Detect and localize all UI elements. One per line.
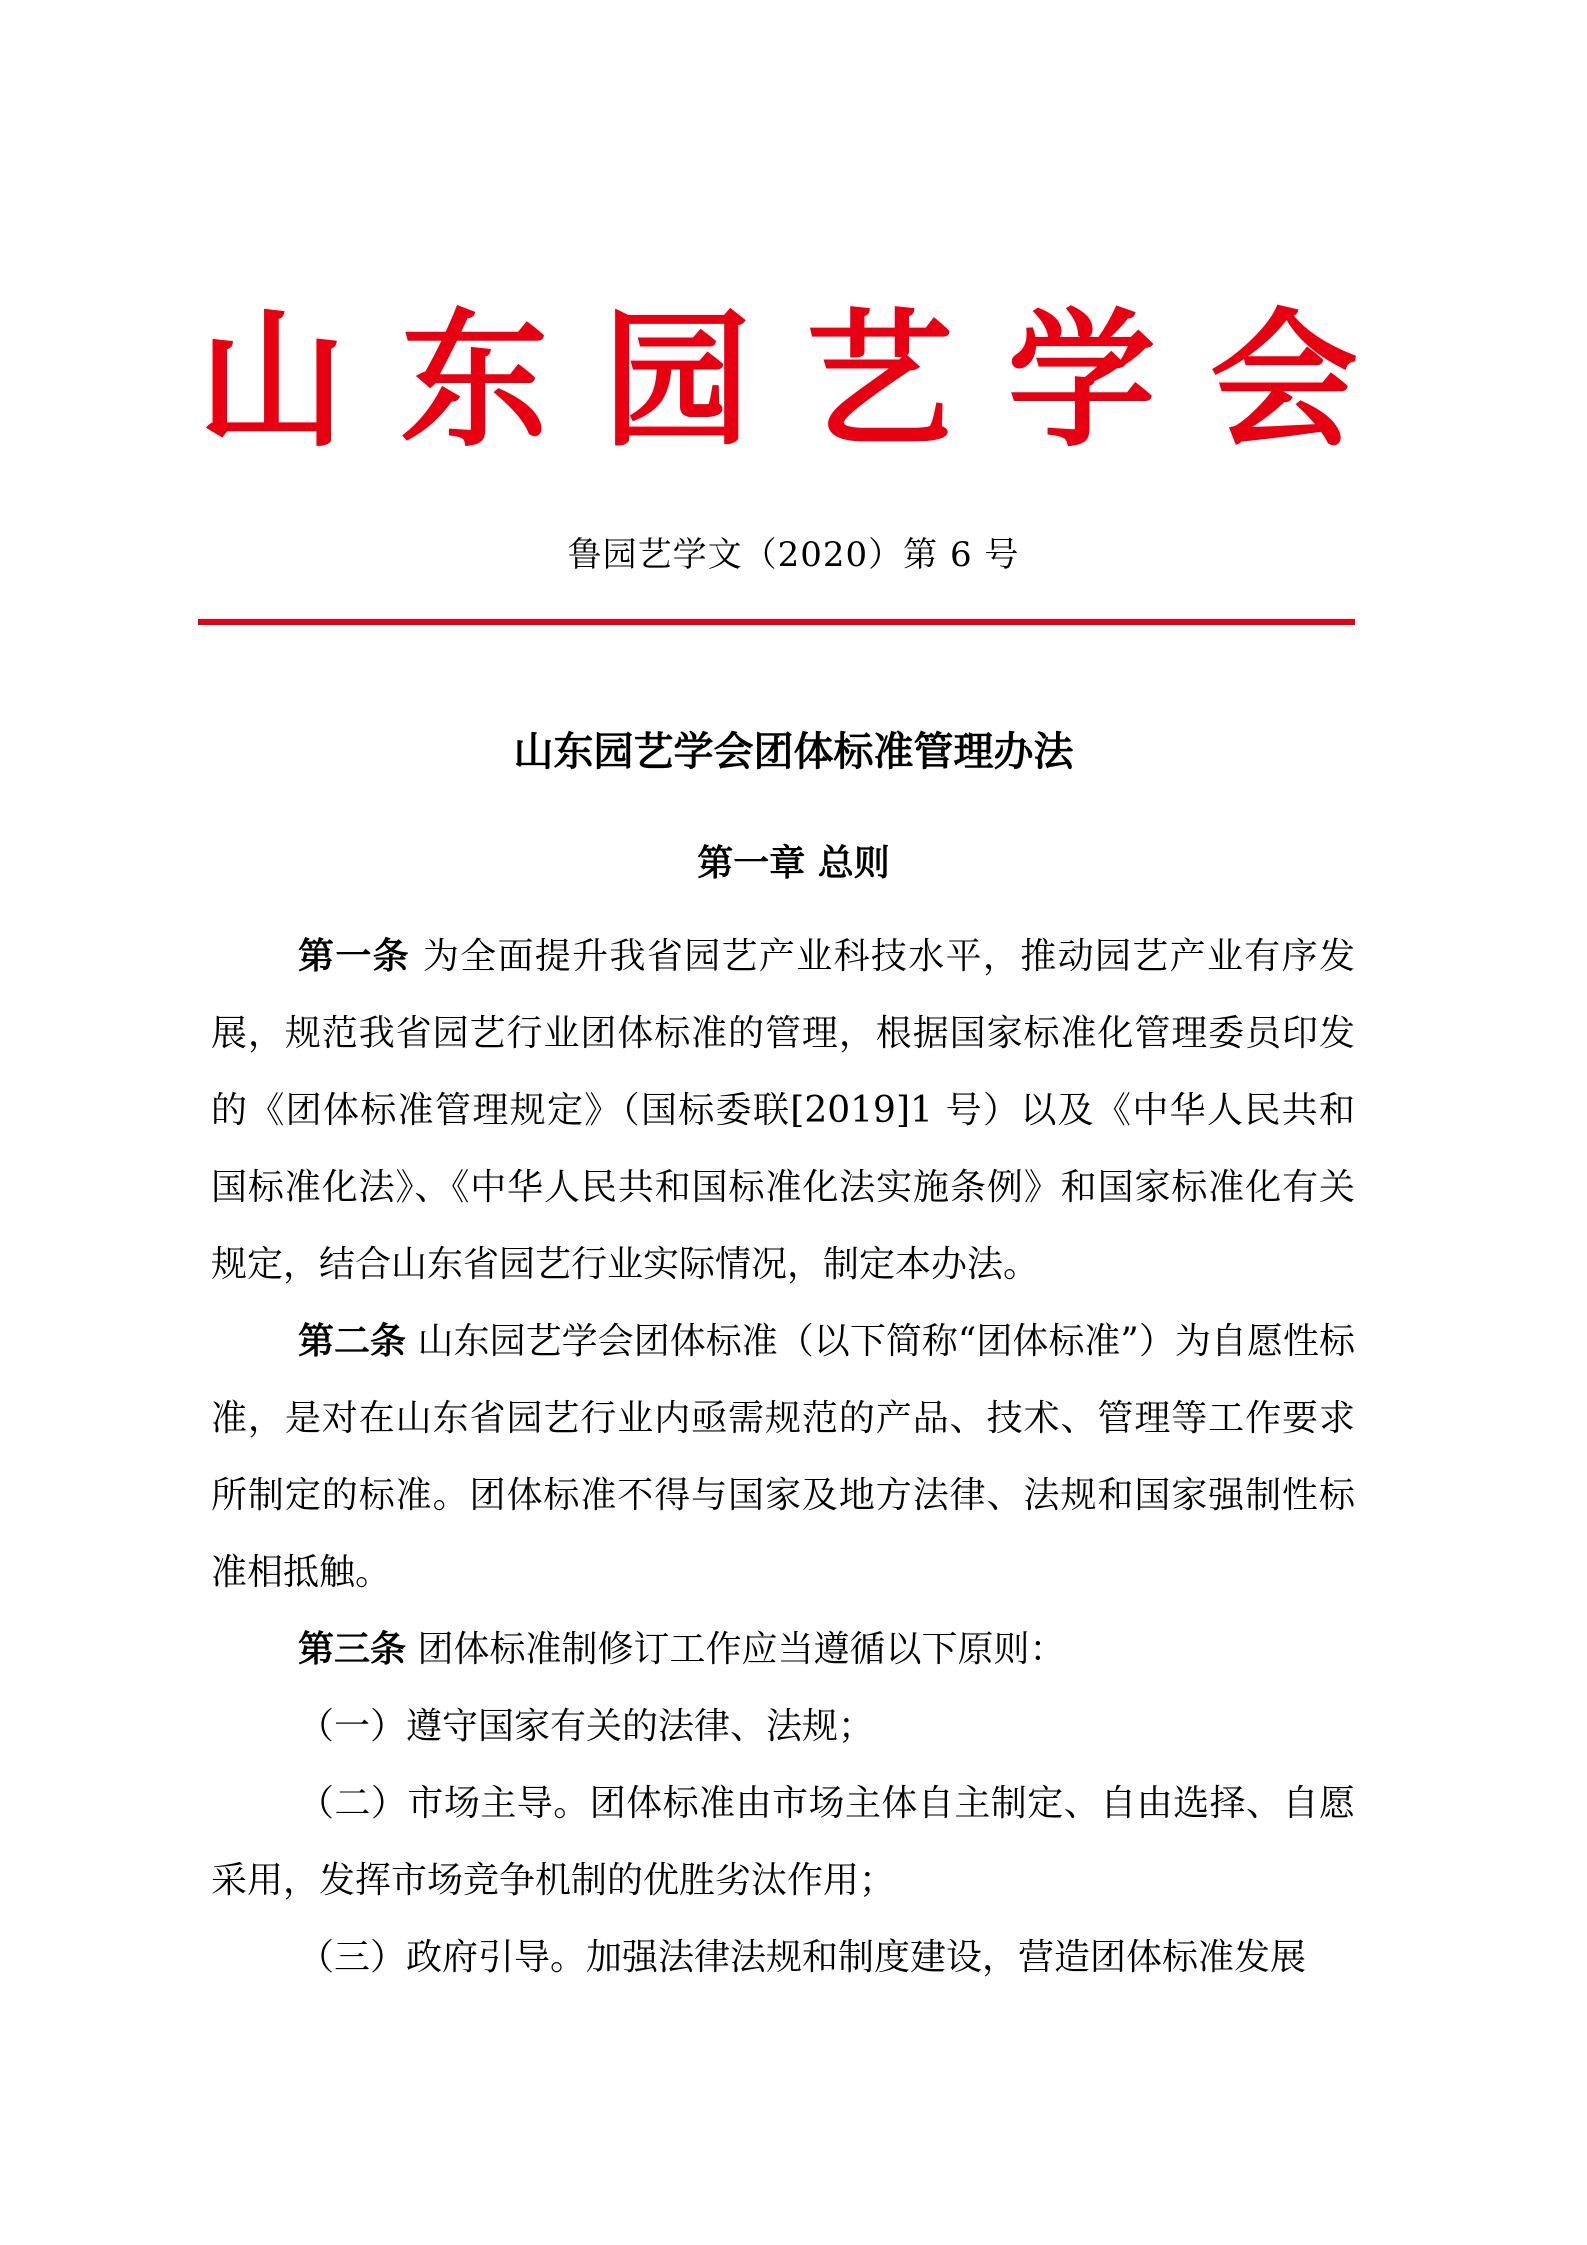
organization-name-header [198,293,1358,467]
org-char: 艺 [805,293,954,467]
org-char: 会 [1209,293,1358,467]
article-1 [211,918,1355,1303]
article-3 [211,1611,1355,1688]
article-text: 山东园艺学会团体标准（以下简称“团体标准”）为自愿性标准，是对在山东省园艺行业内亟需规范的产品、技术、管理等工作要求所制定的标准。团体标准不得与国家及地方法律、法规和国家强制性标准相抵触。 [211,1321,1355,1593]
org-char: 东 [400,293,549,467]
chapter-heading: 第一章 总则 [697,842,890,884]
document-body [211,918,1355,1996]
article-text: 团体标准制修订工作应当遵循以下原则： [417,1629,1066,1670]
principle-item [211,1919,1355,1996]
item-text: （一）遵守国家有关的法律、法规； [298,1706,875,1747]
org-char: 山 [198,293,346,467]
article-2 [211,1303,1355,1611]
principle-item [211,1688,1355,1765]
item-text: （二）市场主导。团体标准由市场主体自主制定、自由选择、自愿采用，发挥市场竞争机制的优胜劣汰作用； [211,1783,1355,1901]
article-label: 第二条 [298,1320,407,1362]
principle-item [211,1765,1355,1919]
document-title: 山东园艺学会团体标准管理办法 [513,728,1074,775]
article-text: 为全面提升我省园艺产业科技水平，推动园艺产业有序发展，规范我省园艺行业团体标准的管理，根据国家标准化管理委员印发的《团体标准管理规定》（国标委联[2019]1 号）以及《中华人民共和国标准化法》、《中华人民共和国标准化法实施条例》和国家标准化有关规定，结合山东省园艺行业实际情况，制定本办法。 [211,936,1355,1285]
org-char: 园 [602,293,751,467]
org-char: 学 [1007,293,1156,467]
article-label: 第一条 [298,935,411,977]
red-divider-line [198,619,1355,625]
document-number: 鲁园艺学文（2020）第 6 号 [567,535,1020,575]
item-text: （三）政府引导。加强法律法规和制度建设，营造团体标准发展 [298,1937,1307,1978]
article-label: 第三条 [298,1628,407,1670]
